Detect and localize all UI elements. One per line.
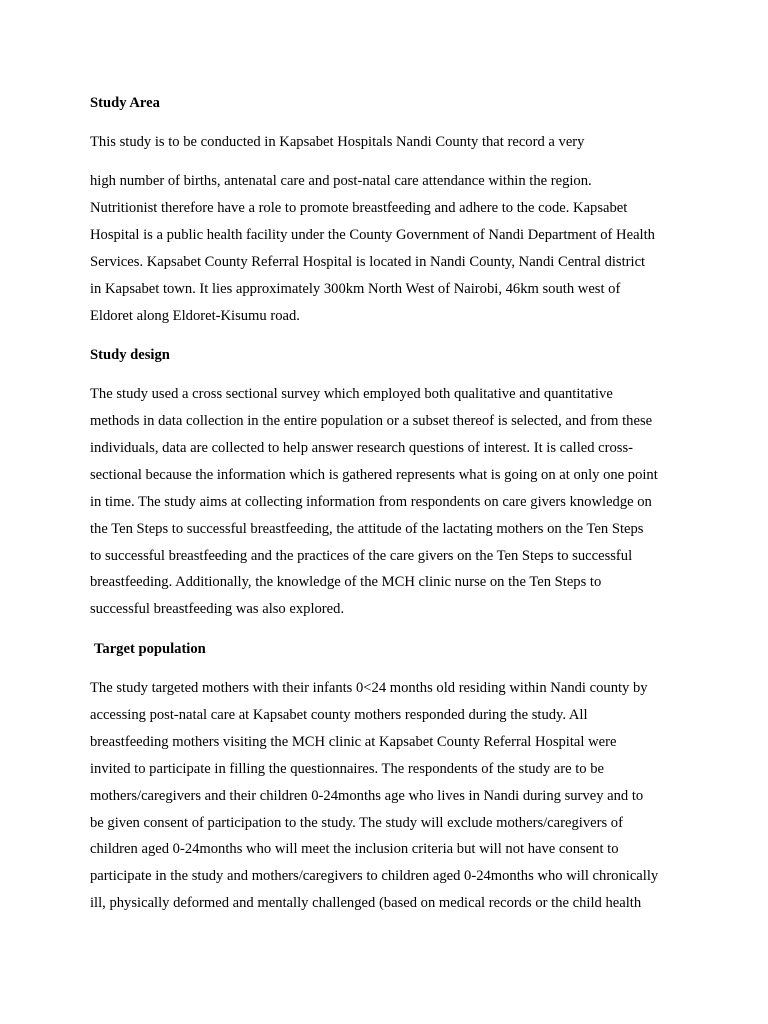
study-area-intro: This study is to be conducted in Kapsabet Hospitals Nandi County that record a very — [90, 134, 585, 150]
study-area-line: Hospital is a public health facility under the County Government of Nandi Department of Health — [90, 227, 655, 243]
section-heading-target-population: Target population — [94, 641, 206, 657]
study-design-line: The study used a cross sectional survey which employed both qualitative and quantitative — [90, 386, 613, 402]
target-population-line: invited to participate in filling the questionnaires. The respondents of the study are to be — [90, 761, 605, 777]
target-population-line: be given consent of participation to the study. The study will exclude mothers/caregivers of — [90, 815, 623, 831]
study-area-line: Nutritionist therefore have a role to promote breastfeeding and adhere to the code. Kapsabet — [90, 200, 628, 216]
study-design-line: individuals, data are collected to help answer research questions of interest. It is called cross- — [90, 440, 634, 456]
section-heading-study-design: Study design — [90, 347, 170, 363]
study-area-line: Eldoret along Eldoret-Kisumu road. — [90, 308, 300, 324]
target-population-line: The study targeted mothers with their infants 0<24 months old residing within Nandi county by — [90, 680, 648, 696]
study-area-line: Services. Kapsabet County Referral Hospital is located in Nandi County, Nandi Central district — [90, 254, 646, 270]
study-design-line: the Ten Steps to successful breastfeeding, the attitude of the lactating mothers on the Ten Steps — [90, 521, 644, 537]
study-design-line: successful breastfeeding was also explored. — [90, 601, 345, 617]
section-heading-study-area: Study Area — [90, 95, 160, 111]
target-population-line: accessing post-natal care at Kapsabet county mothers responded during the study. All — [90, 707, 588, 723]
target-population-line: breastfeeding mothers visiting the MCH clinic at Kapsabet County Referral Hospital were — [90, 734, 617, 750]
target-population-line: children aged 0-24months who will meet the inclusion criteria but will not have consent to — [90, 841, 619, 857]
target-population-line: mothers/caregivers and their children 0-24months age who lives in Nandi during survey and to — [90, 788, 644, 804]
target-population-line: ill, physically deformed and mentally challenged (based on medical records or the child health — [90, 895, 642, 911]
study-design-line: methods in data collection in the entire population or a subset thereof is selected, and from these — [90, 413, 653, 429]
target-population-line: participate in the study and mothers/caregivers to children aged 0-24months who will chronically — [90, 868, 659, 884]
study-design-line: to successful breastfeeding and the practices of the care givers on the Ten Steps to successful — [90, 548, 633, 564]
study-area-line: in Kapsabet town. It lies approximately 300km North West of Nairobi, 46km south west of — [90, 281, 621, 297]
study-area-line: high number of births, antenatal care and post-natal care attendance within the region. — [90, 173, 592, 189]
study-design-line: sectional because the information which is gathered represents what is going on at only one point — [90, 467, 658, 483]
study-design-line: breastfeeding. Additionally, the knowledge of the MCH clinic nurse on the Ten Steps to — [90, 574, 602, 590]
study-design-line: in time. The study aims at collecting information from respondents on care givers knowledge on — [90, 494, 652, 510]
